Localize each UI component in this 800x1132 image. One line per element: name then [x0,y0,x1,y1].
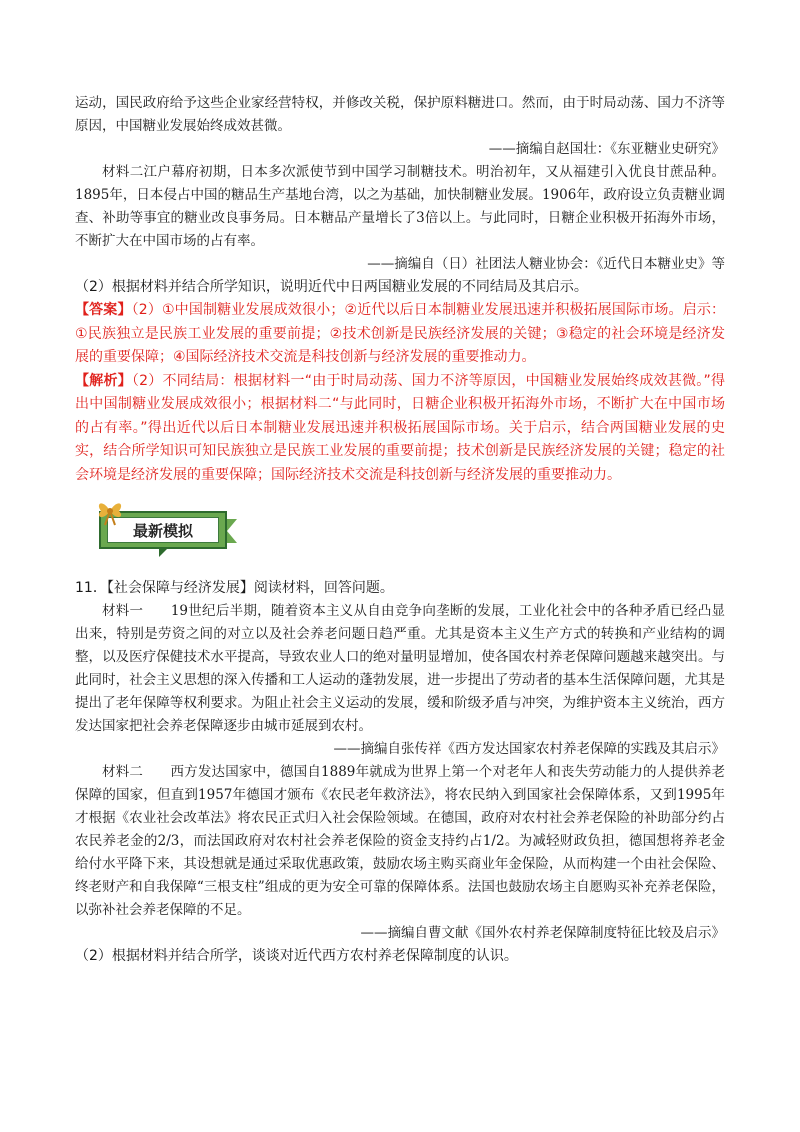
answer-text: （2）①中国制糖业发展成效很小；②近代以后日本制糖业发展迅速并积极拓展国际市场。启示：①民族独立是民族工业发展的重要前提；②技术创新是民族经济发展的关键；③稳定的社会环境是经济发展的重要保障；④国际经济技术交流是科技创新与经济发展的重要推动力。 [75,302,725,365]
analysis-tag: 【解析】 [75,372,132,389]
source-citation: ——摘编自张传祥《西方发达国家农村养老保障的实践及其启示》 [333,741,725,757]
section-banner [99,501,239,563]
ribbon-bow-icon [93,497,127,527]
source-citation: ——摘编自（日）社团法人糖业协会：《近代日本糖业史》等 [367,256,725,272]
material-one-paragraph: 材料一 19世纪后半期，随着资本主义从自由竞争向垄断的发展，工业化社会中的各种矛盾已经凸显出来，特别是劳资之间的对立以及社会养老问题日趋严重。尤其是资本主义生产方式的转换和产业结构的调整，以及医疗保健技术水平提高，导致农业人口的绝对量明显增加，使各国农村养老保障问题越来越突出。与此同时，社会主义思想的深入传播和工人运动的蓬勃发展，进一步提出了劳动者的基本生活保障问题，尤其是提出了老年保障等权利要求。为阻止社会主义运动的发展，缓和阶级矛盾与冲突，为维护资本主义统治，西方发达国家把社会养老保障逐步由城市延展到农村。 [75,603,725,734]
material-one-continuation: 运动，国民政府给予这些企业家经营特权，并修改关税，保护原料糖进口。然而，由于时局动荡、国力不济等原因，中国糖业发展始终成效甚微。 [75,95,725,134]
banner-label: 最新模拟 [107,517,219,543]
material-two-paragraph: 材料二 西方发达国家中，德国自1889年就成为世界上第一个对老年人和丧失劳动能力的人提供养老保障的国家，但直到1957年德国才颁布《农民老年救济法》，将农民纳入到国家社会保障体系，又到1995年才根据《农业社会改革法》将农民正式归入社会保险领域。在德国，政府对农村社会养老保险的补助部分约占农民养老金的2/3，而法国政府对农村社会养老保险的资金支持约占1/2。为减轻财政负担，德国想将养老金给付水平降下来，其设想就是通过采取优惠政策，鼓励农场主购买商业年金保险，从而构建一个由社会保险、终老财产和自我保障“三根支柱”组成的更为安全可靠的保障体系。法国也鼓励农场主自愿购买补充养老保险，以弥补社会养老保障的不足。 [75,764,725,918]
material-two-paragraph: 材料二江户幕府初期，日本多次派使节到中国学习制糖技术。明治初年，又从福建引入优良甘蔗品种。1895年，日本侵占中国的糖品生产基地台湾，以之为基础，加快制糖业发展。1906年，政府设立负责糖业调查、补助等事宜的糖业改良事务局。日本糖品产量增长了3倍以上。与此同时，日糖企业积极开拓海外市场，不断扩大在中国市场的占有率。 [75,164,725,249]
analysis-text: （2）不同结局：根据材料一“由于时局动荡、国力不济等原因，中国糖业发展始终成效甚微。”得出中国制糖业发展成效很小；根据材料二“与此同时，日糖企业积极开拓海外市场，不断扩大在中国市场的占有率。”得出近代以后日本制糖业发展迅速并积极拓展国际市场。关于启示，结合两国糖业发展的史实，结合所学知识可知民族独立是民族工业发展的重要前提；技术创新是民族经济发展的关键；稳定的社会环境是经济发展的重要保障；国际经济技术交流是科技创新与经济发展的重要推动力。 [75,372,725,483]
source-citation: ——摘编自赵国壮：《东亚糖业史研究》 [488,141,725,157]
question-11-heading: 11．【社会保障与经济发展】阅读材料，回答问题。 [75,580,394,596]
answer-tag: 【答案】 [75,302,132,318]
document-page [75,92,725,968]
source-citation: ——摘编自曹文献《国外农村养老保障制度特征比较及启示》 [360,925,725,941]
analysis-block [75,370,725,488]
question-text: （2）根据材料并结合所学，谈谈对近代西方农村养老保障制度的认识。 [75,948,518,964]
question-text: （2）根据材料并结合所学知识，说明近代中日两国糖业发展的不同结局及其启示。 [75,279,588,295]
answer-block [75,299,725,370]
